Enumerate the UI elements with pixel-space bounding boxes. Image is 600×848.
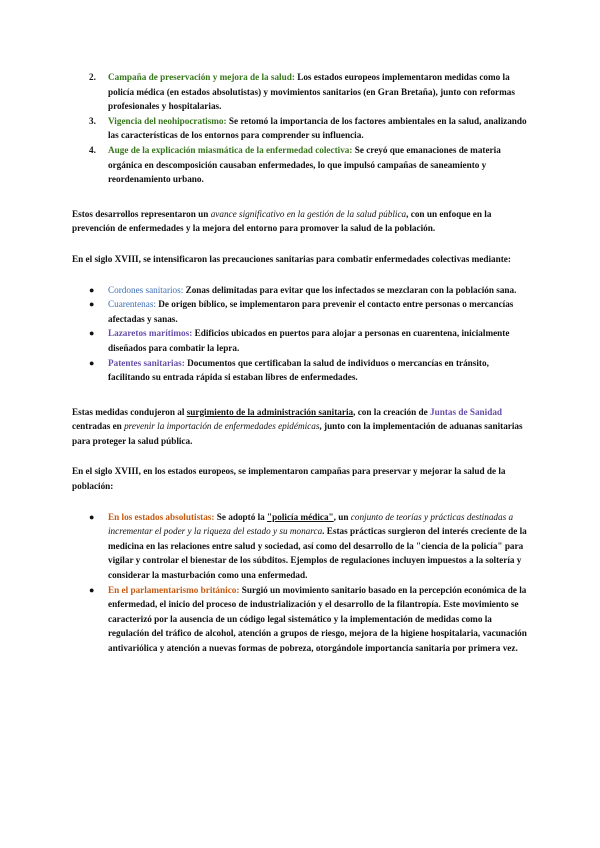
item-text: Se retomó la importancia de los factores ambientales en la salud, analizando las características de los entornos para comprender su influencia. bbox=[108, 115, 527, 141]
list-item bbox=[72, 297, 528, 326]
item-number: 2. bbox=[89, 72, 96, 82]
item-text: . Estas prácticas surgieron del interés creciente de la medicina en las relaciones entre salud y sociedad, así como del desarrollo de la "ciencia de la policía" para vigilar y controlar el bienestar de los súbditos. Ejemplos de regulaciones incluyen impuestos a la soltería y considerar la masturbación como una enfermedad. bbox=[108, 526, 527, 581]
text-run: Estas medidas condujeron al bbox=[72, 406, 187, 417]
item-title: Campaña de preservación y mejora de la salud: bbox=[108, 72, 295, 82]
numbered-list bbox=[72, 70, 528, 187]
item-text: Se adoptó la bbox=[214, 511, 268, 522]
item-text: , un bbox=[333, 511, 351, 522]
paragraph-intro-precautions: En el siglo XVIII, se intensificaron las precauciones sanitarias para combatir enfermedades colectivas mediante: bbox=[72, 253, 511, 264]
list-item bbox=[72, 283, 528, 298]
item-title: En el parlamentarismo británico: bbox=[108, 584, 240, 595]
list-item bbox=[72, 143, 528, 187]
italic-phrase: avance significativo en la gestión de la salud pública bbox=[210, 208, 407, 219]
list-item bbox=[72, 114, 528, 143]
list-item bbox=[72, 510, 528, 583]
italic-phrase: prevenir la importación de enfermedades epidémicas bbox=[124, 421, 320, 432]
bullet-icon: ● bbox=[89, 584, 95, 595]
item-title: Vigencia del neohipocratismo: bbox=[108, 115, 227, 126]
item-text: Edificios ubicados en puertos para alojar a personas en cuarentena, inicialmente diseñados para combatir la lepra. bbox=[108, 328, 510, 353]
item-text: Documentos que certificaban la salud de individuos o mercancías en tránsito, facilitando su entrada rápida si estaban libres de enfermedades. bbox=[108, 357, 489, 383]
bullet-icon: ● bbox=[89, 328, 95, 339]
list-item bbox=[72, 326, 528, 355]
item-title: Lazaretos marítimos: bbox=[108, 328, 193, 339]
paragraph-intro-campaigns: En el siglo XVIII, en los estados europeos, se implementaron campañas para preservar y mejorar la salud de la población: bbox=[72, 466, 506, 492]
item-text: Surgió un movimiento sanitario basado en la percepción económica de la enfermedad, el inicio del proceso de industrialización y el desarrollo de la filantropía. Este movimiento se caracterizó por la ausencia de un código legal sistemático y la implementación de medidas como la regulación del tráfico de alcohol, atención a grupos de riesgo, mejora de la higiene hospitalaria, vacunación antivariólica y atención a nuevas formas de pobreza, otorgándole importancia sanitaria por primera vez. bbox=[108, 584, 527, 653]
italic-phrase: conjunto de teorías y prácticas destinadas a incrementar el poder y la riqueza del estado y su monarca bbox=[108, 511, 514, 537]
bullet-icon: ● bbox=[89, 284, 95, 295]
item-title: Cuarentenas: bbox=[108, 299, 156, 310]
item-title: En los estados absolutistas: bbox=[108, 511, 215, 522]
item-title: Auge de la explicación miasmática de la enfermedad colectiva: bbox=[108, 144, 353, 155]
text-run: Estos desarrollos representaron un bbox=[72, 208, 211, 219]
underlined-phrase: "policía médica" bbox=[267, 511, 334, 522]
text-run: , con un enfoque en la prevención de enfermedades y la mejora del entorno para promover la salud de la población. bbox=[72, 208, 492, 234]
list-item bbox=[72, 583, 528, 656]
bullet-list-precautions bbox=[72, 283, 528, 385]
text-run: , con la creación de bbox=[353, 406, 431, 417]
item-text: De origen bíblico, se implementaron para prevenir el contacto entre personas o mercancías afectadas y sanas. bbox=[108, 299, 514, 324]
underlined-phrase: surgimiento de la administración sanitaria bbox=[186, 406, 354, 417]
item-number: 3. bbox=[89, 115, 96, 126]
bullet-icon: ● bbox=[89, 511, 95, 522]
item-title: Patentes sanitarias: bbox=[108, 357, 185, 368]
colored-phrase: Juntas de Sanidad bbox=[430, 406, 503, 417]
item-text: Se creyó que emanaciones de materia orgánica en descomposición causaban enfermedades, lo que impulsó campañas de saneamiento y reordenamiento urbano. bbox=[108, 144, 501, 185]
item-text: Zonas delimitadas para evitar que los infectados se mezclaran con la población sana. bbox=[183, 284, 517, 295]
item-number: 4. bbox=[89, 144, 96, 155]
text-run: centradas en bbox=[72, 421, 125, 432]
bullet-list-campaigns bbox=[72, 510, 528, 656]
list-item bbox=[72, 356, 528, 385]
item-text: Los estados europeos implementaron medidas como la policía médica (en estados absolutistas) y movimientos sanitarios (en Gran Bretaña), junto con reformas profesionales y hospitalarias. bbox=[108, 72, 515, 112]
list-item bbox=[72, 70, 528, 114]
bullet-icon: ● bbox=[89, 299, 95, 310]
paragraph-summary bbox=[72, 207, 528, 236]
paragraph-administration bbox=[72, 405, 528, 449]
item-title: Cordones sanitarios: bbox=[108, 284, 184, 295]
bullet-icon: ● bbox=[89, 357, 95, 368]
text-run: , junto con la implementación de aduanas sanitarias para proteger la salud pública. bbox=[72, 421, 523, 446]
